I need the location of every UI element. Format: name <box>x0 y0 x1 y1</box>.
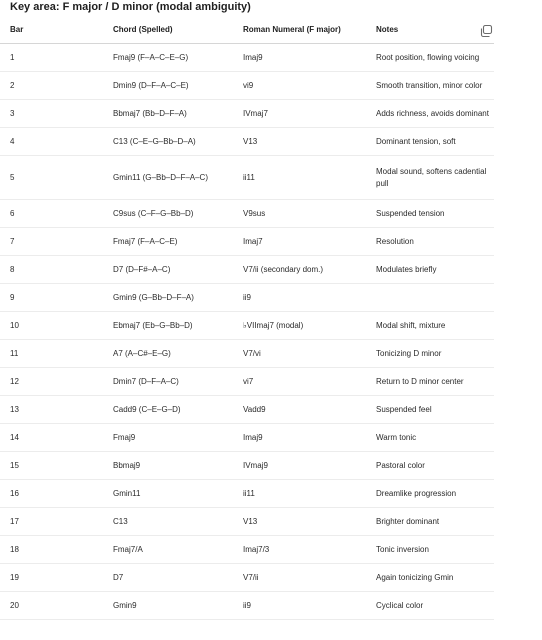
column-header-bar: Bar <box>0 17 103 44</box>
cell-chord: Gmin9 (G–Bb–D–F–A) <box>103 284 233 312</box>
cell-bar: 13 <box>0 396 103 424</box>
cell-bar: 17 <box>0 508 103 536</box>
cell-notes: Brighter dominant <box>366 508 494 536</box>
cell-chord: Dmin9 (D–F–A–C–E) <box>103 72 233 100</box>
table-row <box>0 100 494 128</box>
cell-notes: Adds richness, avoids dominant <box>366 100 494 128</box>
cell-roman: Imaj9 <box>233 424 366 452</box>
cell-chord: A7 (A–C#–E–G) <box>103 340 233 368</box>
cell-bar: 2 <box>0 72 103 100</box>
cell-roman: ii11 <box>233 480 366 508</box>
cell-bar: 16 <box>0 480 103 508</box>
cell-roman: V9sus <box>233 200 366 228</box>
cell-notes: Tonicizing D minor <box>366 340 494 368</box>
cell-chord: C13 <box>103 508 233 536</box>
cell-roman: vi7 <box>233 368 366 396</box>
cell-chord: Gmin9 <box>103 592 233 620</box>
table-row <box>0 452 494 480</box>
cell-chord: Fmaj7 (F–A–C–E) <box>103 228 233 256</box>
cell-bar: 3 <box>0 100 103 128</box>
cell-roman: Imaj7 <box>233 228 366 256</box>
cell-roman: vi9 <box>233 72 366 100</box>
chord-table <box>0 17 494 620</box>
cell-notes: Dreamlike progression <box>366 480 494 508</box>
cell-bar: 19 <box>0 564 103 592</box>
cell-chord: D7 <box>103 564 233 592</box>
table-body <box>0 44 494 620</box>
cell-bar: 6 <box>0 200 103 228</box>
cell-roman: ii9 <box>233 592 366 620</box>
cell-chord: Bbmaj7 (Bb–D–F–A) <box>103 100 233 128</box>
cell-bar: 8 <box>0 256 103 284</box>
cell-roman: Imaj7/3 <box>233 536 366 564</box>
table-row <box>0 480 494 508</box>
cell-notes: Tonic inversion <box>366 536 494 564</box>
cell-bar: 7 <box>0 228 103 256</box>
cell-notes: Smooth transition, minor color <box>366 72 494 100</box>
cell-chord: Cadd9 (C–E–G–D) <box>103 396 233 424</box>
cell-notes: Return to D minor center <box>366 368 494 396</box>
cell-chord: Fmaj9 (F–A–C–E–G) <box>103 44 233 72</box>
cell-notes: Pastoral color <box>366 452 494 480</box>
table-header-row <box>0 17 494 44</box>
cell-chord: Dmin7 (D–F–A–C) <box>103 368 233 396</box>
cell-roman: V7/ii (secondary dom.) <box>233 256 366 284</box>
cell-notes: Suspended tension <box>366 200 494 228</box>
column-header-chord: Chord (Spelled) <box>103 17 233 44</box>
cell-notes: Suspended feel <box>366 396 494 424</box>
cell-roman: ♭VIImaj7 (modal) <box>233 312 366 340</box>
cell-roman: IVmaj7 <box>233 100 366 128</box>
cell-roman: ii11 <box>233 156 366 200</box>
table-row <box>0 536 494 564</box>
table-row <box>0 592 494 620</box>
cell-bar: 11 <box>0 340 103 368</box>
cell-roman: V7/ii <box>233 564 366 592</box>
column-header-notes: Notes <box>366 17 494 44</box>
cell-roman: IVmaj9 <box>233 452 366 480</box>
cell-bar: 14 <box>0 424 103 452</box>
table-row <box>0 340 494 368</box>
cell-notes: Root position, flowing voicing <box>366 44 494 72</box>
cell-notes: Modal sound, softens cadential pull <box>366 156 494 200</box>
cell-chord: D7 (D–F#–A–C) <box>103 256 233 284</box>
cell-bar: 1 <box>0 44 103 72</box>
cell-bar: 10 <box>0 312 103 340</box>
cell-notes: Again tonicizing Gmin <box>366 564 494 592</box>
cell-roman: Imaj9 <box>233 44 366 72</box>
cell-bar: 4 <box>0 128 103 156</box>
table-row <box>0 508 494 536</box>
column-header-roman: Roman Numeral (F major) <box>233 17 366 44</box>
table-row <box>0 564 494 592</box>
cell-notes: Modulates briefly <box>366 256 494 284</box>
table-row <box>0 396 494 424</box>
cell-chord: C9sus (C–F–G–Bb–D) <box>103 200 233 228</box>
cell-chord: Fmaj9 <box>103 424 233 452</box>
cell-bar: 15 <box>0 452 103 480</box>
cell-bar: 12 <box>0 368 103 396</box>
cell-chord: Bbmaj9 <box>103 452 233 480</box>
cell-chord: Gmin11 <box>103 480 233 508</box>
table-row <box>0 284 494 312</box>
cell-bar: 20 <box>0 592 103 620</box>
table-row <box>0 156 494 200</box>
table-row <box>0 72 494 100</box>
cell-notes <box>366 284 494 312</box>
table-row <box>0 44 494 72</box>
table-row <box>0 128 494 156</box>
cell-roman: V7/vi <box>233 340 366 368</box>
table-row <box>0 312 494 340</box>
cell-notes: Dominant tension, soft <box>366 128 494 156</box>
cell-roman: Vadd9 <box>233 396 366 424</box>
table-row <box>0 200 494 228</box>
table-row <box>0 424 494 452</box>
cell-notes: Modal shift, mixture <box>366 312 494 340</box>
cell-roman: ii9 <box>233 284 366 312</box>
cell-chord: C13 (C–E–G–Bb–D–A) <box>103 128 233 156</box>
section-heading: Key area: F major / D minor (modal ambiguity) <box>10 1 251 13</box>
cell-notes: Warm tonic <box>366 424 494 452</box>
cell-roman: V13 <box>233 128 366 156</box>
cell-bar: 9 <box>0 284 103 312</box>
cell-bar: 18 <box>0 536 103 564</box>
cell-chord: Gmin11 (G–Bb–D–F–A–C) <box>103 156 233 200</box>
table-row <box>0 256 494 284</box>
cell-notes: Resolution <box>366 228 494 256</box>
table-row <box>0 228 494 256</box>
cell-notes: Cyclical color <box>366 592 494 620</box>
table-row <box>0 368 494 396</box>
cell-bar: 5 <box>0 156 103 200</box>
cell-chord: Ebmaj7 (Eb–G–Bb–D) <box>103 312 233 340</box>
cell-chord: Fmaj7/A <box>103 536 233 564</box>
cell-roman: V13 <box>233 508 366 536</box>
